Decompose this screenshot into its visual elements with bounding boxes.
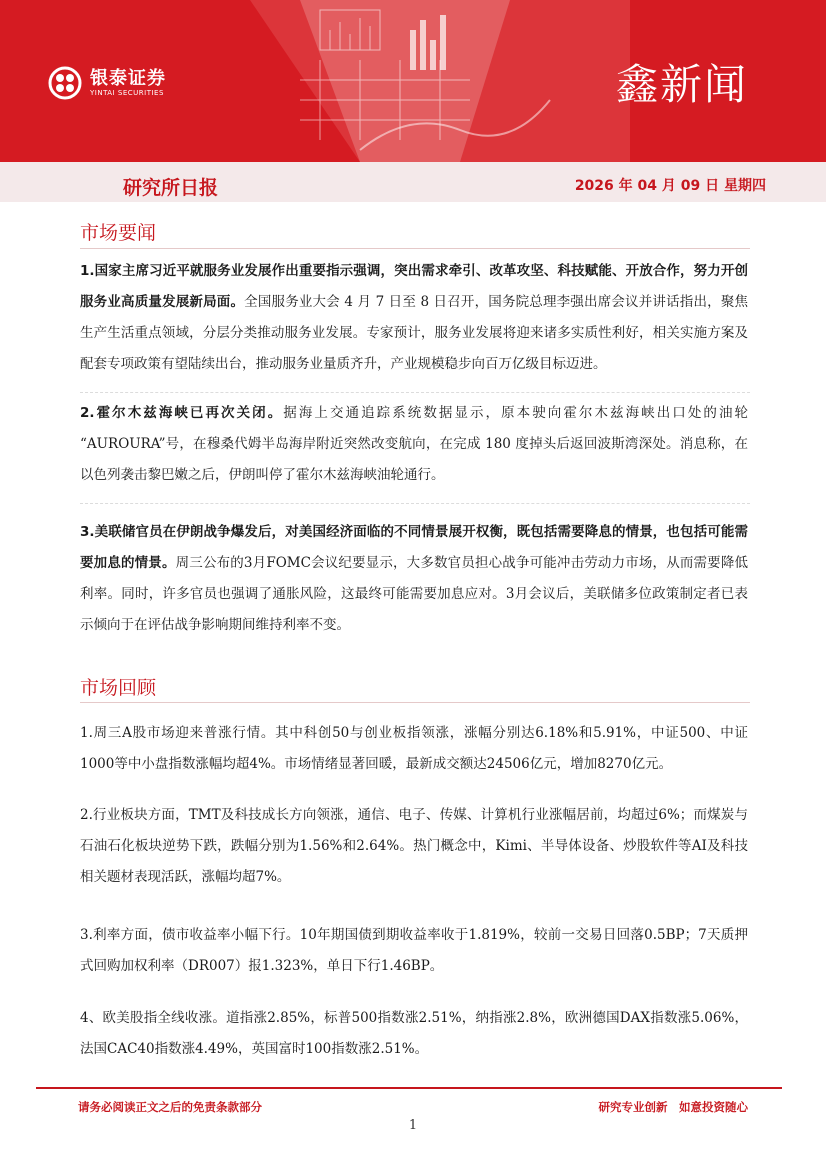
logo-text (90, 69, 166, 98)
logo-english-name: YINTAI SECURITIES (90, 88, 164, 97)
news-item-2 (80, 398, 748, 491)
review-item-4: 4、欧美股指全线收涨。道指涨2.85%，标普500指数涨2.51%，纳指涨2.8%，欧洲德国DAX指数涨5.06%，法国CAC40指数涨4.49%，英国富时100指数涨2.51%。 (80, 1010, 748, 1057)
news-body: 据海上交通追踪系统数据显示，原本驶向霍尔木兹海峡出口处的油轮 “AUROURA”号，在穆桑代姆半岛海岸附近突然改变航向，在完成 180 度掉头后返回波斯湾深处。消息称，在以色列袭击黎巴嫩之后，伊朗叫停了霍尔木兹海峡油轮通行。 (80, 405, 749, 483)
review-item-3: 3.利率方面，债市收益率小幅下行。10年期国债到期收益率收于1.819%，较前一交易日回落0.5BP；7天质押式回购加权利率（DR007）报1.323%，单日下行1.46BP。 (80, 927, 748, 974)
masthead-title: 鑫新闻 (615, 60, 748, 109)
news-item-1 (80, 256, 748, 380)
section-title-review: 市场回顾 (80, 677, 157, 699)
paragraph-divider (80, 503, 750, 504)
news-body: 周三公布的3月FOMC会议纪要显示，大多数官员担心战争可能冲击劳动力市场，从而需要降低利率。同时，许多官员也强调了通胀风险，这最终可能需要加息应对。3月会议后，美联储多位政策制定者已表示倾向于在评估战争影响期间维持利率不变。 (80, 555, 748, 633)
logo-chinese-name: 银泰证券 (90, 67, 166, 89)
page-number: 1 (408, 1118, 418, 1133)
section-title-news: 市场要闻 (80, 222, 157, 244)
news-headline: 1.国家主席习近平就服务业发展作出重要指示强调，突出需求牵引、改革攻坚、科技赋能、开放合作，努力开创服务业高质量发展新局面。 (80, 263, 748, 310)
news-headline: 2.霍尔木兹海峡已再次关闭。 (80, 405, 284, 421)
section-divider (80, 702, 750, 703)
footer-disclaimer: 请务必阅读正文之后的免责条款部分 (78, 1100, 262, 1114)
review-item-2: 2.行业板块方面，TMT及科技成长方向领涨，通信、电子、传媒、计算机行业涨幅居前，均超过6%；而煤炭与石油石化板块逆势下跌，跌幅分别为1.56%和2.64%。热门概念中，Kimi、半导体设备、炒股软件等AI及科技相关题材表现活跃，涨幅均超7%。 (80, 807, 748, 885)
section-divider (80, 248, 750, 249)
footer-slogan: 研究专业创新 如意投资随心 (598, 1100, 748, 1114)
news-item-3 (80, 517, 748, 641)
masthead-banner (0, 0, 826, 202)
news-body: 全国服务业大会 4 月 7 日至 8 日召开，国务院总理李强出席会议并讲话指出，聚焦生产生活重点领域，分层分类推动服务业发展。专家预计，服务业发展将迎来诸多实质性利好，相关实施方案及配套专项政策有望陆续出台，推动服务业量质齐升，产业规模稳步向百万亿级目标迈进。 (80, 294, 748, 372)
review-item-1: 1.周三A股市场迎来普涨行情。其中科创50与创业板指领涨，涨幅分别达6.18%和5.91%，中证500、中证1000等中小盘指数涨幅均超4%。市场情绪显著回暖，最新成交额达24506亿元，增加8270亿元。 (80, 725, 748, 772)
paragraph-divider (80, 392, 750, 393)
news-headline: 3.美联储官员在伊朗战争爆发后，对美国经济面临的不同情景展开权衡，既包括需要降息的情景，也包括可能需要加息的情景。 (80, 524, 748, 571)
report-name: 研究所日报 (123, 177, 219, 199)
footer-divider (36, 1087, 782, 1089)
report-date: 2026 年 04 月 09 日 星期四 (574, 178, 766, 194)
logo (48, 66, 166, 100)
banner-decoration-graphic (210, 0, 630, 162)
logo-mark-icon (48, 66, 82, 100)
